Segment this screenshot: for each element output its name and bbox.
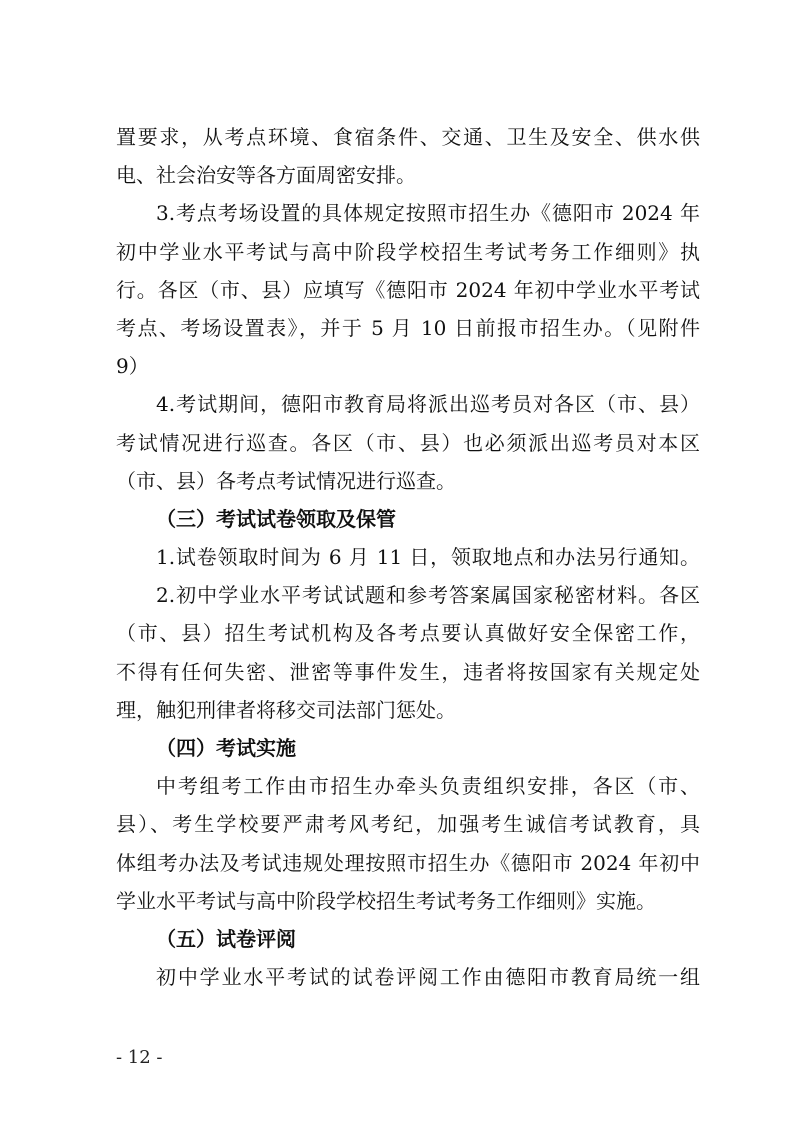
text-line: 1.试卷领取时间为 6 月 11 日，领取地点和办法另行通知。	[156, 545, 700, 570]
text-line: 9）	[116, 354, 149, 379]
text-line: （市、县）招生考试机构及各考点要认真做好安全保密工作，	[116, 621, 700, 646]
text-line: 县）、考生学校要严肃考风考纪，加强考生诚信考试教育，具	[116, 812, 700, 837]
section-heading: （四）考试实施	[156, 736, 296, 760]
document-body	[116, 118, 700, 996]
text-line: 置要求，从考点环境、食宿条件、交通、卫生及安全、供水供	[116, 125, 700, 149]
text-line: 2.初中学业水平考试试题和参考答案属国家秘密材料。各区	[156, 583, 700, 608]
text-line: 理，触犯刑律者将移交司法部门惩处。	[116, 697, 456, 722]
text-line: 行。各区（市、县）应填写《德阳市 2024 年初中学业水平考试	[116, 277, 700, 302]
text-line: 4.考试期间，德阳市教育局将派出巡考员对各区（市、县）	[156, 392, 700, 417]
text-line: （市、县）各考点考试情况进行巡查。	[116, 468, 456, 493]
text-line: 考点、考场设置表》，并于 5 月 10 日前报市招生办。（见附件	[116, 315, 700, 340]
text-line: 体组考办法及考试违规处理按照市招生办《德阳市 2024 年初中	[116, 850, 700, 875]
text-line: 中考组考工作由市招生办牵头负责组织安排，各区（市、	[156, 774, 700, 799]
text-line: 初中学业水平考试的试卷评阅工作由德阳市教育局统一组	[156, 965, 700, 990]
text-line: 3.考点考场设置的具体规定按照市招生办《德阳市 2024 年	[156, 201, 700, 226]
text-line: 电、社会治安等各方面周密安排。	[116, 163, 416, 188]
text-line: 学业水平考试与高中阶段学校招生考试考务工作细则》实施。	[116, 888, 656, 913]
text-line: 不得有任何失密、泄密等事件发生，违者将按国家有关规定处	[116, 659, 700, 684]
page-number: - 12 -	[116, 1047, 163, 1068]
section-heading: （三）考试试卷领取及保管	[156, 506, 396, 531]
text-line: 初中学业水平考试与高中阶段学校招生考试考务工作细则》执	[116, 239, 700, 264]
text-line: 考试情况进行巡查。各区（市、县）也必须派出巡考员对本区	[116, 430, 700, 455]
section-heading: （五）试卷评阅	[156, 926, 296, 951]
